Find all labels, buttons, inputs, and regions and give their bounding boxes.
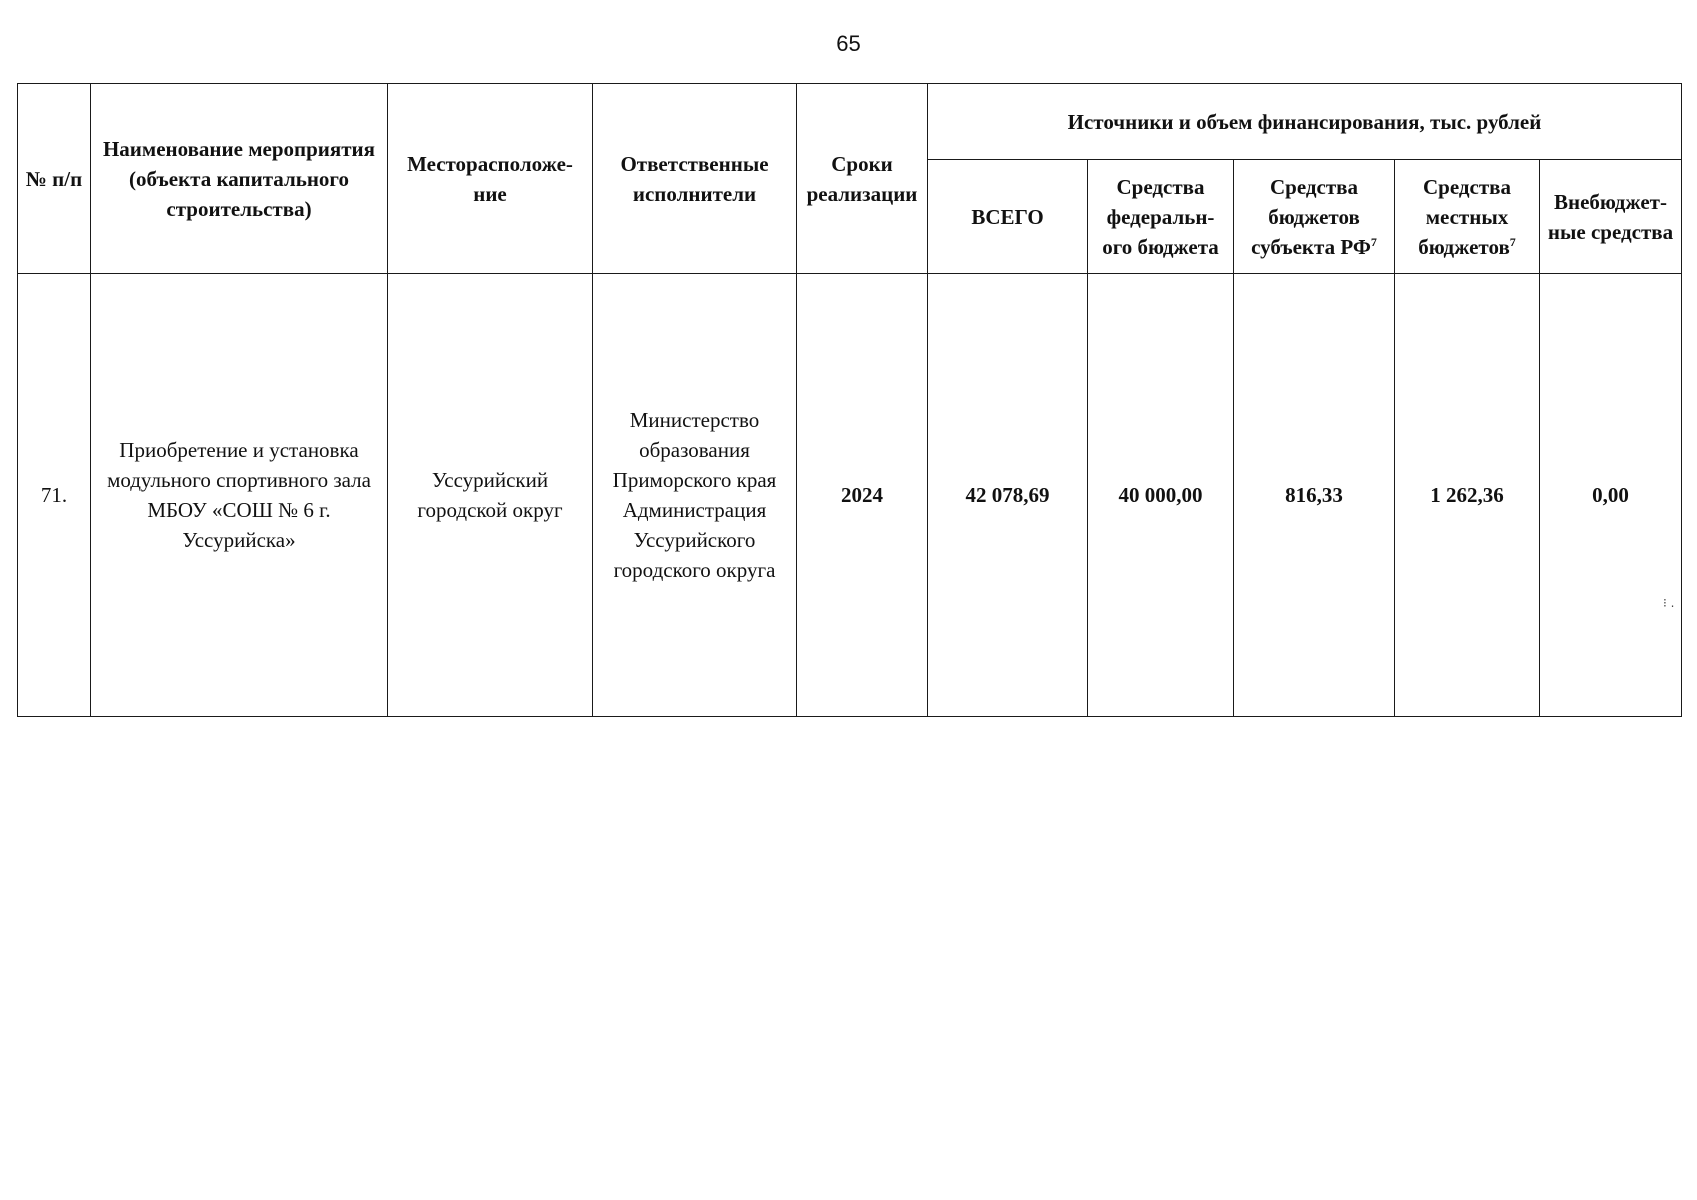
- cell-federal: 40 000,00: [1088, 274, 1234, 717]
- cell-num: 71.: [18, 274, 91, 717]
- cell-responsible: Министерство образования Приморского края Администрация Уссурийского городского округа: [593, 274, 797, 717]
- cell-term: 2024: [797, 274, 928, 717]
- header-sources-title: Источники и объем финансирования, тыс. рублей: [928, 84, 1682, 160]
- financing-table: [17, 83, 1682, 717]
- header-term: Сроки реализации: [797, 84, 928, 274]
- cell-total: 42 078,69: [928, 274, 1088, 717]
- cell-subject: 816,33: [1234, 274, 1395, 717]
- cell-name: Приобретение и установка модульного спортивного зала МБОУ «СОШ № 6 г. Уссурийска»: [91, 274, 388, 717]
- footnote-mark: 7: [1509, 234, 1516, 249]
- header-federal: Средства федеральн-ого бюджета: [1088, 160, 1234, 274]
- header-num: № п/п: [18, 84, 91, 274]
- header-extra: Внебюджет-ные средства: [1540, 160, 1682, 274]
- table-row: [18, 274, 1682, 717]
- page-number: 65: [836, 31, 861, 56]
- header-name: Наименование мероприятия (объекта капитального строительства): [91, 84, 388, 274]
- footnote-mark: 7: [1370, 234, 1377, 249]
- cell-local: 1 262,36: [1395, 274, 1540, 717]
- scan-artifact: ⁝ .: [1663, 596, 1675, 610]
- cell-extra: 0,00: [1540, 274, 1682, 717]
- header-row-1: [18, 84, 1682, 160]
- header-responsible: Ответственные исполнители: [593, 84, 797, 274]
- header-subject: Средства бюджетов субъекта $РФ^7$: [1234, 160, 1395, 274]
- header-location: Месторасположе-ние: [388, 84, 593, 274]
- header-local: Средства местных бюджетов$^7$: [1395, 160, 1540, 274]
- cell-location: Уссурийский городской округ: [388, 274, 593, 717]
- header-total: ВСЕГО: [928, 160, 1088, 274]
